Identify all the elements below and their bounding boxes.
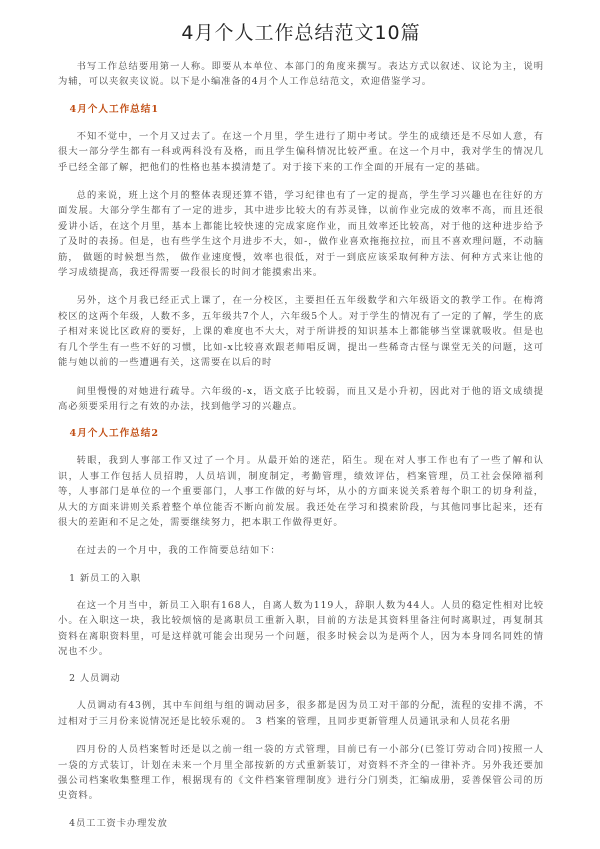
item1-paragraph: 在这一个月当中，新员工入职有168人，自离人数为119人，辞职人数为44人。人员的稳定性相对比较小。在入职这一块，我比较烦恼的是离职员工重新入职，目前的方法是其资料里备注何时离职过，再复制其资料在离职资料里，可是这样就可能会出现另一个问题，很多时候会以为是两个人，因为本身同名同姓的情况也不少。 xyxy=(58,599,544,657)
section1-paragraph-2: 总的来说，班上这个月的整体表现还算不错，学习纪律也有了一定的提高，学生学习兴趣也在往好的方面发展。大部分学生都有了一定的进步，其中进步比较大的有苏灵锋，以前作业完成的效率不高，而且还很爱讲小话，在这个月里，基本上都能比较快速的完成家庭作业，而且效率还比较高，对于他的这种进步给予了及时的表扬。但是，也有些学生这个月进步不大，如-，做作业喜欢拖拖拉拉，而且不喜欢理问题，不动脑筋， 做题的时候想当然， 做作业速度慢，效率也很低，对于一到底应该采取何种方法、何种方式来让他的学习成绩提高，我还得需要一段很长的时间才能摸索出来。 xyxy=(58,190,544,279)
section1-paragraph-1: 不知不觉中，一个月又过去了。在这一个月里，学生进行了期中考试。学生的成绩还是不尽如人意，有很大一部分学生都有一科或两科没有及格，而且学生偏科情况比较严重。在这一个月中，我对学生的情况几乎已经全部了解，把他们的性格也基本摸清楚了。对于接下来的工作全面的开展有一定的基础。 xyxy=(58,130,544,173)
intro-paragraph: 书写工作总结要用第一人称。即要从本单位、本部门的角度来撰写。表达方式以叙述、议论为主，说明为辅，可以夹叙夹议说。以下是小编准备的4月个人工作总结范文，欢迎借鉴学习。 xyxy=(58,61,544,88)
section2-paragraph-1: 转眼，我到人事部工作又过了一个月。从最开始的迷茫，陌生。现在对人事工作也有了一些了解和认识，人事工作包括人员招聘，人员培训，制度制定，考勤管理，绩效评估，档案管理，员工社会保障福利等，人事部门是单位的一个重要部门，人事工作做的好与坏，从小的方面来说关系着每个职工的切身利益，从大的方面来讲则关系着整个单位能否不断向前发展。我还处在学习和摸索阶段，与其他同事比起来，还有很大的差距和不足之处，需要继续努力，把本职工作做得更好。 xyxy=(58,455,544,528)
item3-paragraph: 四月份的人员档案暂时还是以之前一组一袋的方式管理，目前已有一小部分(已签订劳动合同)按照一人一袋的方式装订，计划在未来一个月里全部按新的方式重新装订，对资料不齐全的一律补齐。另外我还要加强公司档案收集整理工作，根据现有的《文件档案管理制度》进行分门别类，汇编成册，妥善保管公司的历史资料。 xyxy=(58,744,544,802)
section1-paragraph-4: 间里慢慢的对她进行疏导。六年级的-x，语文底子比较弱，而且又是小升初，因此对于他的语文成绩提高必须要采用行之有效的办法，找到他学习的兴趣点。 xyxy=(58,385,544,412)
item2-label: 2 人员调动 xyxy=(69,673,121,685)
section-heading-1: 4月个人工作总结1 xyxy=(69,103,160,115)
item1-label: 1 新员工的入职 xyxy=(69,572,142,584)
section-heading-2: 4月个人工作总结2 xyxy=(69,428,160,440)
section2-paragraph-2: 在过去的一个月中，我的工作简要总结如下： xyxy=(76,545,281,557)
item4-label: 4员工工资卡办理发放 xyxy=(69,817,168,829)
section1-paragraph-3: 另外，这个月我已经正式上课了，在一分校区，主要担任五年级数学和六年级语文的教学工作。在梅湾校区的这两个年级，人数不多，五年级共7个人，六年级5个人。对于学生的情况有了一定的了解，学生的底子相对来说比区政府的要好，上课的难度也不大大，对于所讲授的知识基本上都能够当堂课就吸收。但是也有几个学生有一些不好的习惯，比如-x比较喜欢跟老师唱反调，提出一些稀奇古怪与课堂无关的问题，这可能与她以前的一些遭遇有关，这需要在以后的时 xyxy=(58,295,544,369)
item2-paragraph-1: 人员调动有43例，其中车间组与组的调动居多，很多都是因为员工对干部的分配，流程的安排不满，不过相对于三月份来说情况还是比较乐观的。 3 档案的管理，且同步更新管理人员通讯录和人员花名册 xyxy=(58,700,544,727)
document-title: 4月个人工作总结范文10篇 xyxy=(181,22,421,44)
